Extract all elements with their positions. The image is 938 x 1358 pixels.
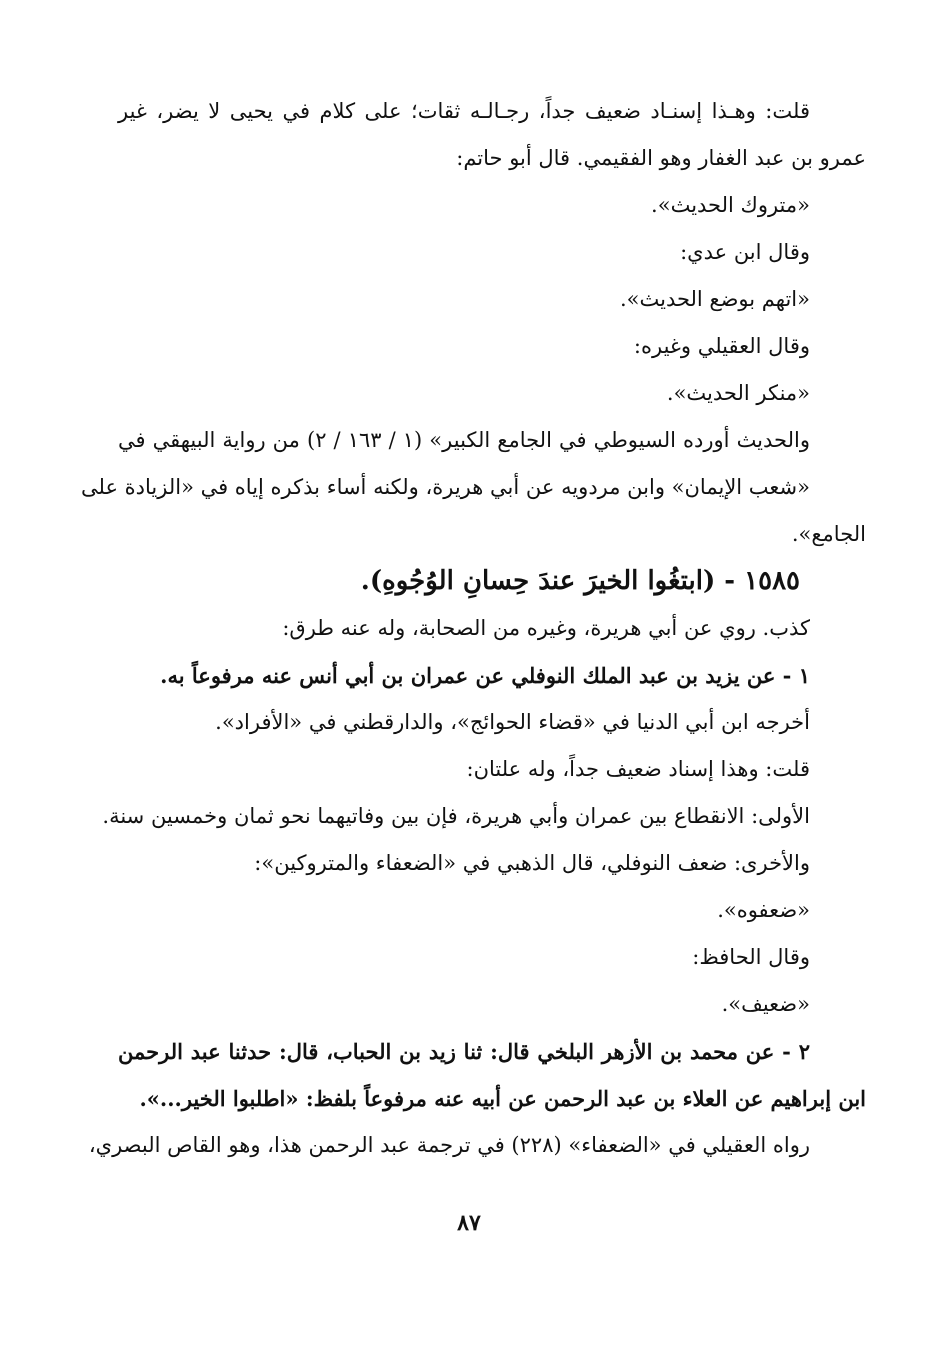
text-line: عمرو بن عبد الغفار وهو الفقيمي. قال أبو حاتم: xyxy=(456,146,866,170)
text-line: ١ - عن يزيد بن عبد الملك النوفلي عن عمران بن أبي أنس عنه مرفوعاً به. xyxy=(160,663,810,688)
text-line: رواه العقيلي في «الضعفاء» (٢٢٨) في ترجمة عبد الرحمن هذا، وهو القاص البصري، xyxy=(88,1133,810,1157)
text-line: كذب. روي عن أبي هريرة، وغيره من الصحابة، وله عنه طرق: xyxy=(282,616,810,640)
hadith-heading: ١٥٨٥ - (ابتغُوا الخيرَ عندَ حِسانِ الوُجُوهِ). xyxy=(360,566,800,596)
text-line: والحديث أورده السيوطي في الجامع الكبير» (١ / ١٦٣ / ٢) من رواية البيهقي في xyxy=(118,428,810,452)
text-line: ابن إبراهيم عن العلاء بن عبد الرحمن عن أبيه عنه مرفوعاً بلفظ: «اطلبوا الخير...». xyxy=(139,1086,866,1111)
text-line: ٢ - عن محمد بن الأزهر البلخي قال: ثنا زيد بن الحباب، قال: حدثنا عبد الرحمن xyxy=(118,1039,810,1064)
text-line: وقال ابن عدي: xyxy=(680,240,810,264)
text-line: «ضعفوه». xyxy=(717,898,810,922)
page-number: ٨٧ xyxy=(457,1210,481,1236)
text-line: أخرجه ابن أبي الدنيا في «قضاء الحوائج»، والدارقطني في «الأفراد». xyxy=(215,710,810,734)
text-line: وقال العقيلي وغيره: xyxy=(633,334,810,358)
text-line: «شعب الإيمان» وابن مردويه عن أبي هريرة، ولكنه أساء بذكره إياه في «الزيادة على xyxy=(80,475,810,499)
text-line: والأخرى: ضعف النوفلي، قال الذهبي في «الضعفاء والمتروكين»: xyxy=(254,851,810,875)
text-line: «اتهم بوضع الحديث». xyxy=(619,287,810,311)
text-line: «منكر الحديث». xyxy=(666,381,810,405)
text-line: «ضعيف». xyxy=(721,992,810,1016)
text-line: الأولى: الانقطاع بين عمران وأبي هريرة، فإن بين وفاتيهما نحو ثمان وخمسين سنة. xyxy=(102,804,810,828)
text-line: وقال الحافظ: xyxy=(692,945,810,969)
text-line: الجامع». xyxy=(791,522,866,546)
text-line: «متروك الحديث». xyxy=(651,193,810,217)
page-body-text xyxy=(80,88,866,1169)
text-line: قلت: وهذا إسناد ضعيف جداً، وله علتان: xyxy=(466,757,810,781)
text-line: قلت: وهـذا إسنـاد ضعيف جداً، رجـالـه ثقات؛ على كلام في يحيى لا يضر، غير xyxy=(118,99,810,123)
